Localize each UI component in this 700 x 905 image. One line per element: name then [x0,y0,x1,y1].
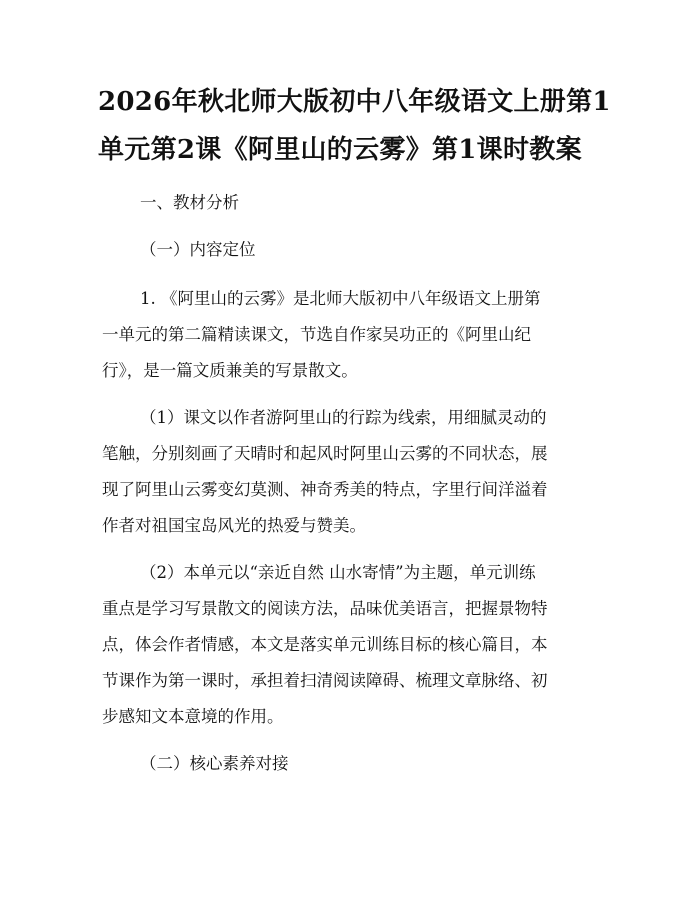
document-title-line-1: 2026年秋北师大版初中八年级语文上册第1 [98,87,611,117]
paragraph-line: （1）课文以作者游阿里山的行踪为线索，用细腻灵动的 [140,408,547,427]
paragraph-line: 步感知文本意境的作用。 [102,707,284,726]
section-heading: 一、教材分析 [140,193,239,212]
paragraph-line: 笔触，分别刻画了天晴时和起风时阿里山云雾的不同状态，展 [102,444,548,463]
paragraph-line: 一单元的第二篇精读课文，节选自作家吴功正的《阿里山纪 [102,325,531,344]
paragraph-line: 重点是学习写景散文的阅读方法，品味优美语言，把握景物特 [102,599,548,618]
subsection-heading: （二）核心素养对接 [140,754,289,773]
paragraph-line: 现了阿里山云雾变幻莫测、神奇秀美的特点，字里行间洋溢着 [102,480,548,499]
paragraph-line: 作者对祖国宝岛风光的热爱与赞美。 [102,516,366,535]
paragraph-line: 节课作为第一课时，承担着扫清阅读障碍、梳理文章脉络、初 [102,671,548,690]
paragraph-line: （2）本单元以“亲近自然 山水寄情”为主题，单元训练 [140,563,536,582]
subsection-heading: （一）内容定位 [140,240,256,259]
document-title-line-2: 单元第2课《阿里山的云雾》第1课时教案 [98,135,582,165]
paragraph-line: 点，体会作者情感，本文是落实单元训练目标的核心篇目，本 [102,635,548,654]
paragraph-line: 1. 《阿里山的云雾》是北师大版初中八年级语文上册第 [140,289,541,308]
paragraph-line: 行》，是一篇文质兼美的写景散文。 [102,361,358,380]
